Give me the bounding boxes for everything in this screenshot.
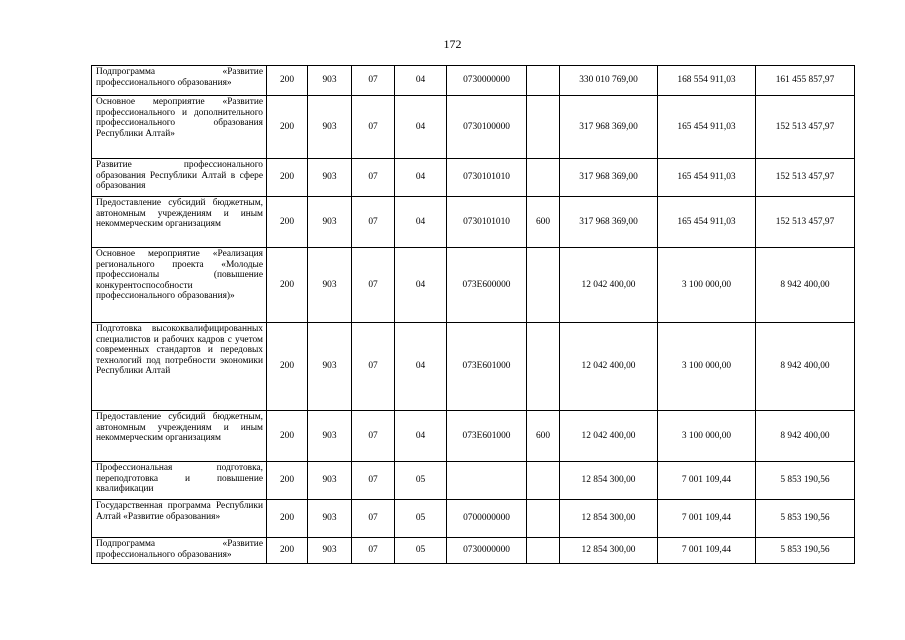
- amount-2: 3 100 000,00: [658, 411, 756, 462]
- expense-type-code: [527, 462, 560, 500]
- row-name: Подготовка высококвалифицированных специалистов и рабочих кадров с учетом современных стандартов и передовых технологий под потребности экономики Республики Алтай: [92, 323, 267, 411]
- razdel-code: 07: [352, 411, 395, 462]
- table-row: [92, 500, 855, 538]
- amount-2: 165 454 911,03: [658, 159, 756, 197]
- razdel-code: 07: [352, 323, 395, 411]
- podrazdel-code: 04: [395, 411, 447, 462]
- amount-1: 317 968 369,00: [560, 159, 658, 197]
- amount-1: 12 854 300,00: [560, 538, 658, 564]
- expense-type-code: 600: [527, 411, 560, 462]
- target-article-code: 0730101010: [447, 159, 527, 197]
- admin-code: 200: [267, 323, 308, 411]
- table-row: [92, 96, 855, 159]
- glava-code: 903: [308, 96, 352, 159]
- row-name: Предоставление субсидий бюджетным, автономным учреждениям и иным некоммерческим организациям: [92, 197, 267, 248]
- amount-2: 7 001 109,44: [658, 500, 756, 538]
- expense-type-code: 600: [527, 197, 560, 248]
- target-article-code: [447, 462, 527, 500]
- table-row: [92, 462, 855, 500]
- razdel-code: 07: [352, 159, 395, 197]
- amount-2: 7 001 109,44: [658, 462, 756, 500]
- amount-1: 317 968 369,00: [560, 197, 658, 248]
- glava-code: 903: [308, 538, 352, 564]
- amount-1: 12 854 300,00: [560, 500, 658, 538]
- expense-type-code: [527, 248, 560, 323]
- razdel-code: 07: [352, 66, 395, 96]
- table-row: [92, 538, 855, 564]
- target-article-code: 073E601000: [447, 411, 527, 462]
- amount-2: 165 454 911,03: [658, 197, 756, 248]
- target-article-code: 073E601000: [447, 323, 527, 411]
- expense-type-code: [527, 538, 560, 564]
- podrazdel-code: 04: [395, 248, 447, 323]
- table-row: [92, 411, 855, 462]
- amount-3: 152 513 457,97: [756, 159, 855, 197]
- podrazdel-code: 05: [395, 462, 447, 500]
- table-row: [92, 197, 855, 248]
- admin-code: 200: [267, 500, 308, 538]
- table-row: [92, 66, 855, 96]
- glava-code: 903: [308, 248, 352, 323]
- podrazdel-code: 04: [395, 159, 447, 197]
- row-name: Основное мероприятие «Развитие профессионального и дополнительного профессионального образования Республики Алтай»: [92, 96, 267, 159]
- page-number: 172: [443, 37, 462, 51]
- row-name: Государственная программа Республики Алтай «Развитие образования»: [92, 500, 267, 538]
- amount-2: 3 100 000,00: [658, 248, 756, 323]
- admin-code: 200: [267, 411, 308, 462]
- row-name: Предоставление субсидий бюджетным, автономным учреждениям и иным некоммерческим организациям: [92, 411, 267, 462]
- table-row: [92, 248, 855, 323]
- table-row: [92, 159, 855, 197]
- amount-3: 5 853 190,56: [756, 538, 855, 564]
- target-article-code: 073E600000: [447, 248, 527, 323]
- razdel-code: 07: [352, 197, 395, 248]
- target-article-code: 0730101010: [447, 197, 527, 248]
- target-article-code: 0730000000: [447, 66, 527, 96]
- expense-type-code: [527, 500, 560, 538]
- amount-1: 12 042 400,00: [560, 411, 658, 462]
- amount-1: 330 010 769,00: [560, 66, 658, 96]
- amount-2: 3 100 000,00: [658, 323, 756, 411]
- amount-1: 12 854 300,00: [560, 462, 658, 500]
- row-name: Профессиональная подготовка, переподготовка и повышение квалификации: [92, 462, 267, 500]
- amount-2: 168 554 911,03: [658, 66, 756, 96]
- amount-3: 8 942 400,00: [756, 411, 855, 462]
- amount-3: 152 513 457,97: [756, 197, 855, 248]
- podrazdel-code: 04: [395, 66, 447, 96]
- admin-code: 200: [267, 462, 308, 500]
- amount-3: 8 942 400,00: [756, 248, 855, 323]
- amount-3: 5 853 190,56: [756, 500, 855, 538]
- amount-1: 12 042 400,00: [560, 323, 658, 411]
- table-row: [92, 323, 855, 411]
- amount-2: 7 001 109,44: [658, 538, 756, 564]
- admin-code: 200: [267, 159, 308, 197]
- expense-type-code: [527, 159, 560, 197]
- target-article-code: 0730100000: [447, 96, 527, 159]
- glava-code: 903: [308, 197, 352, 248]
- podrazdel-code: 05: [395, 500, 447, 538]
- admin-code: 200: [267, 66, 308, 96]
- amount-1: 12 042 400,00: [560, 248, 658, 323]
- admin-code: 200: [267, 197, 308, 248]
- row-name: Основное мероприятие «Реализация регионального проекта «Молодые профессионалы (повышение конкурентоспособности профессионального образования)»: [92, 248, 267, 323]
- admin-code: 200: [267, 538, 308, 564]
- row-name: Развитие профессионального образования Республики Алтай в сфере образования: [92, 159, 267, 197]
- amount-3: 5 853 190,56: [756, 462, 855, 500]
- target-article-code: 0730000000: [447, 538, 527, 564]
- budget-table: [91, 65, 855, 564]
- target-article-code: 0700000000: [447, 500, 527, 538]
- podrazdel-code: 04: [395, 197, 447, 248]
- expense-type-code: [527, 66, 560, 96]
- razdel-code: 07: [352, 96, 395, 159]
- razdel-code: 07: [352, 538, 395, 564]
- expense-type-code: [527, 96, 560, 159]
- amount-3: 161 455 857,97: [756, 66, 855, 96]
- row-name: Подпрограмма «Развитие профессионального образования»: [92, 66, 267, 96]
- razdel-code: 07: [352, 248, 395, 323]
- amount-1: 317 968 369,00: [560, 96, 658, 159]
- razdel-code: 07: [352, 500, 395, 538]
- glava-code: 903: [308, 159, 352, 197]
- glava-code: 903: [308, 462, 352, 500]
- amount-3: 152 513 457,97: [756, 96, 855, 159]
- podrazdel-code: 04: [395, 323, 447, 411]
- amount-2: 165 454 911,03: [658, 96, 756, 159]
- amount-3: 8 942 400,00: [756, 323, 855, 411]
- admin-code: 200: [267, 248, 308, 323]
- glava-code: 903: [308, 66, 352, 96]
- glava-code: 903: [308, 323, 352, 411]
- expense-type-code: [527, 323, 560, 411]
- row-name: Подпрограмма «Развитие профессионального образования»: [92, 538, 267, 564]
- glava-code: 903: [308, 411, 352, 462]
- admin-code: 200: [267, 96, 308, 159]
- glava-code: 903: [308, 500, 352, 538]
- razdel-code: 07: [352, 462, 395, 500]
- podrazdel-code: 05: [395, 538, 447, 564]
- podrazdel-code: 04: [395, 96, 447, 159]
